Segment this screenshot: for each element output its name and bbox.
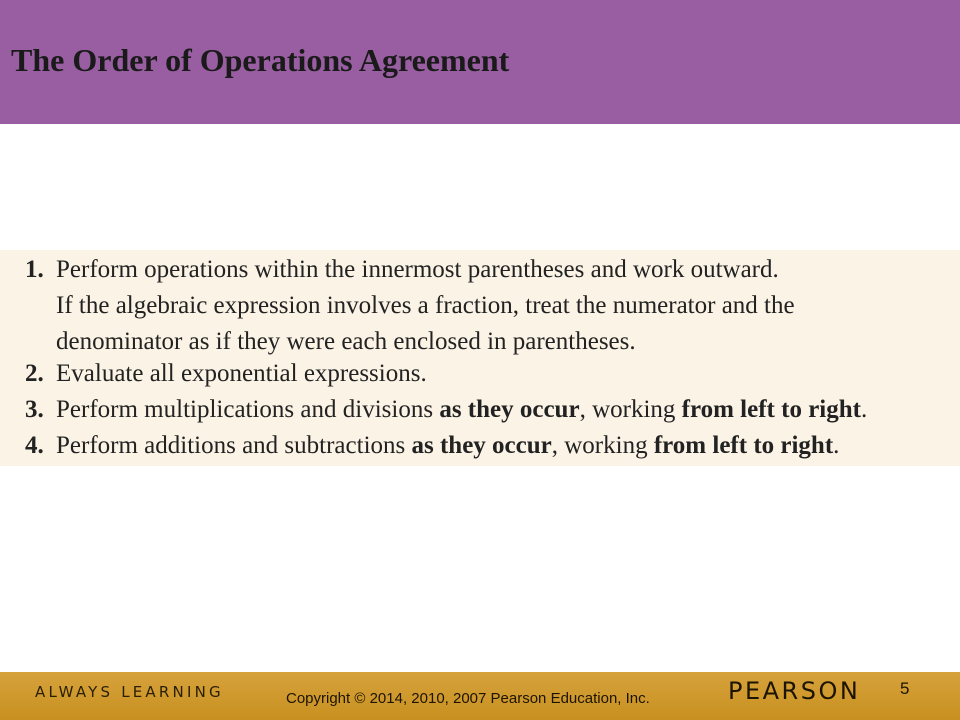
- rule-number: 1.: [25, 256, 44, 283]
- rule-text: [56, 432, 952, 460]
- rule-emphasis: as they occur: [411, 432, 552, 459]
- rules-list: [0, 250, 960, 466]
- copyright-notice: Copyright © 2014, 2010, 2007 Pearson Education, Inc.: [286, 690, 650, 707]
- rule-text: [56, 396, 952, 424]
- rule-text-part: , working: [579, 396, 682, 423]
- rule-number: 3.: [25, 396, 44, 423]
- rule-text-part: , working: [551, 432, 654, 459]
- rule-emphasis: as they occur: [439, 396, 580, 423]
- slide-title: The Order of Operations Agreement: [11, 42, 510, 78]
- footer-bar: [0, 672, 960, 720]
- rule-number: 2.: [25, 360, 44, 387]
- rule-text-part: Perform multiplications and divisions: [56, 396, 440, 423]
- rule-emphasis: from left to right: [653, 432, 834, 459]
- rule-emphasis: from left to right: [681, 396, 861, 423]
- rule-number: 4.: [25, 432, 44, 459]
- title-bar: [0, 0, 960, 124]
- rule-line: Perform operations within the innermost parentheses and work outward.: [56, 256, 779, 283]
- rule-text-part: .: [833, 432, 840, 459]
- rule-text: [56, 256, 952, 364]
- page-number: 5: [900, 679, 910, 698]
- brand-logo: PEARSON: [728, 677, 861, 705]
- rule-text-part: .: [860, 396, 868, 423]
- rule-line: If the algebraic expression involves a fraction, treat the numerator and the: [56, 292, 795, 319]
- rule-text-part: Perform additions and subtractions: [56, 432, 412, 459]
- tagline: ALWAYS LEARNING: [35, 683, 224, 701]
- rule-text: Evaluate all exponential expressions.: [56, 360, 427, 387]
- rule-line: denominator as if they were each enclosed in parentheses.: [56, 328, 636, 355]
